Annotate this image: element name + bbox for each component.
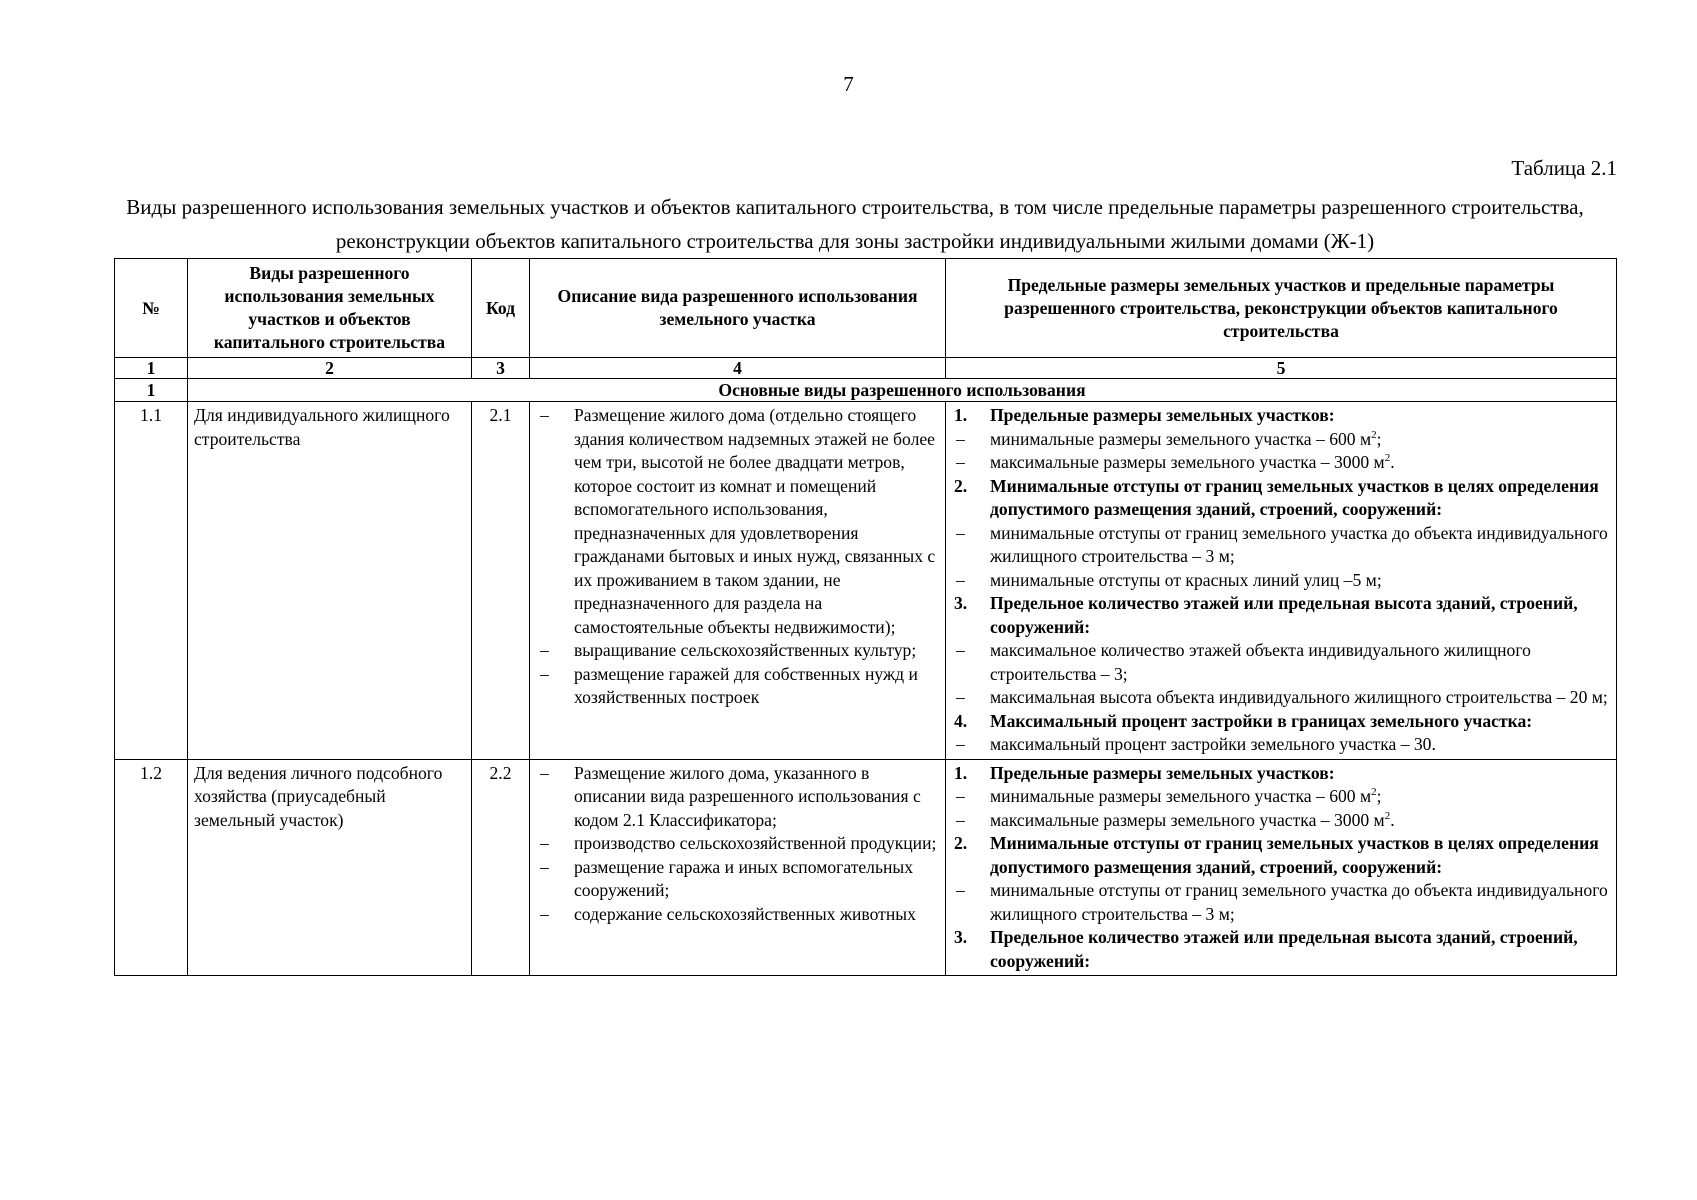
param-text: максимальные размеры земельного участка – 3000 м bbox=[990, 452, 1385, 472]
page-number: 7 bbox=[843, 72, 854, 96]
param-text: минимальные размеры земельного участка – 600 м bbox=[990, 786, 1372, 806]
param-heading bbox=[952, 832, 1610, 879]
param-text: максимальные размеры земельного участка – 3000 м bbox=[990, 809, 1385, 830]
row-type: Для ведения личного подсобного хозяйства (приусадебный земельный участок) bbox=[188, 759, 472, 976]
param-heading-number: 1. bbox=[954, 762, 968, 783]
param-sup: 2 bbox=[1384, 452, 1391, 465]
param-item: – максимальный процент застройки земельного участка – 30. bbox=[952, 733, 1610, 757]
row-description bbox=[530, 759, 946, 976]
param-item: – минимальные отступы от красных линий улиц –5 м; bbox=[952, 569, 1610, 593]
param-text: минимальные размеры земельного участка – 600 м bbox=[990, 428, 1372, 449]
table-label: Таблица 2.1 bbox=[1511, 156, 1617, 180]
row-number: 1.1 bbox=[115, 402, 188, 760]
param-item: – минимальные отступы от границ земельного участка до объекта индивидуального жилищного строительства – 3 м; bbox=[952, 522, 1610, 569]
row-number: 1.2 bbox=[115, 759, 188, 976]
param-item: – минимальные отступы от границ земельного участка до объекта индивидуального жилищного строительства – 3 м; bbox=[952, 879, 1610, 926]
param-heading-text: Максимальный процент застройки в границах земельного участка: bbox=[990, 710, 1533, 731]
column-number: 5 bbox=[946, 358, 1617, 379]
row-params bbox=[946, 759, 1617, 976]
header-type: Виды разрешенного использования земельных участков и объектов капитального строительства bbox=[188, 259, 472, 358]
param-sup: 2 bbox=[1384, 809, 1391, 822]
param-heading-number: 4. bbox=[954, 710, 968, 731]
column-number: 1 bbox=[115, 358, 188, 379]
header-no: № bbox=[115, 259, 188, 358]
param-end: ; bbox=[1376, 786, 1382, 806]
description-item: – производство сельскохозяйственной продукции; bbox=[536, 832, 939, 856]
table-row bbox=[115, 759, 1617, 976]
param-heading bbox=[952, 762, 1610, 786]
section-title: Основные виды разрешенного использования bbox=[188, 379, 1617, 402]
param-heading-number: 1. bbox=[954, 405, 968, 425]
param-item: – максимальное количество этажей объекта индивидуального жилищного строительства – 3; bbox=[952, 639, 1610, 686]
param-heading-text: Предельное количество этажей или предельная высота зданий, строений, сооружений: bbox=[990, 927, 1578, 971]
param-heading bbox=[952, 475, 1610, 522]
row-description bbox=[530, 402, 946, 760]
param-heading-number: 2. bbox=[954, 475, 968, 496]
param-heading bbox=[952, 710, 1610, 734]
header-code: Код bbox=[472, 259, 530, 358]
param-end: ; bbox=[1376, 428, 1382, 449]
section-row bbox=[115, 379, 1617, 402]
param-end: . bbox=[1390, 809, 1395, 830]
table-row bbox=[115, 402, 1617, 760]
column-number: 2 bbox=[188, 358, 472, 379]
row-params bbox=[946, 402, 1617, 760]
param-heading-text: Минимальные отступы от границ земельных участков в целях определения допустимого размещения зданий, строений, сооружений: bbox=[990, 833, 1599, 877]
param-sup: 2 bbox=[1371, 428, 1377, 441]
header-description: Описание вида разрешенного использования земельного участка bbox=[530, 259, 946, 358]
param-sup: 2 bbox=[1371, 786, 1377, 799]
param-item bbox=[952, 809, 1610, 833]
param-end: . bbox=[1390, 452, 1395, 472]
param-item bbox=[952, 451, 1610, 475]
description-item: – содержание сельскохозяйственных животных bbox=[536, 903, 939, 927]
param-heading-text: Минимальные отступы от границ земельных участков в целях определения допустимого размещения зданий, строений, сооружений: bbox=[990, 475, 1599, 519]
row-code: 2.2 bbox=[472, 759, 530, 976]
param-heading-text: Предельные размеры земельных участков: bbox=[990, 405, 1335, 425]
header-row bbox=[115, 259, 1617, 358]
section-number: 1 bbox=[115, 379, 188, 402]
param-item bbox=[952, 428, 1610, 452]
param-heading-text: Предельные размеры земельных участков: bbox=[990, 762, 1335, 783]
description-item: – размещение гаража и иных вспомогательных сооружений; bbox=[536, 856, 939, 903]
row-type: Для индивидуального жилищного строительства bbox=[188, 402, 472, 760]
param-heading-number: 3. bbox=[954, 593, 968, 613]
land-use-table bbox=[114, 258, 1617, 976]
param-item: – максимальная высота объекта индивидуального жилищного строительства – 20 м; bbox=[952, 686, 1610, 710]
row-code: 2.1 bbox=[472, 402, 530, 760]
column-number: 4 bbox=[530, 358, 946, 379]
column-number: 3 bbox=[472, 358, 530, 379]
param-heading-number: 3. bbox=[954, 927, 968, 947]
table-title: Виды разрешенного использования земельных участков и объектов капитального строительства, в том числе предельные параметры разрешенного строительства, реконструкции объектов капитального строительства для зоны застройки индивидуальными жилыми домами (Ж-1) bbox=[126, 195, 1584, 253]
param-heading bbox=[952, 592, 1610, 639]
param-heading bbox=[952, 404, 1610, 428]
param-item bbox=[952, 785, 1610, 809]
header-params: Предельные размеры земельных участков и предельные параметры разрешенного строительства, реконструкции объектов капитального строительства bbox=[946, 259, 1617, 358]
description-item: – Размещение жилого дома (отдельно стоящего здания количеством надземных этажей не более чем три, высотой не более двадцати метров, которое состоит из комнат и помещений вспомогательного использования, предназначенных для удовлетворения гражданами бытовых и иных нужд, связанных с их проживанием в таком здании, не предназначенного для раздела на самостоятельные объекты недвижимости); bbox=[536, 404, 939, 639]
param-heading-text: Предельное количество этажей или предельная высота зданий, строений, сооружений: bbox=[990, 593, 1578, 637]
description-item: – выращивание сельскохозяйственных культур; bbox=[536, 639, 939, 663]
description-item: – размещение гаражей для собственных нужд и хозяйственных построек bbox=[536, 663, 939, 710]
description-item: – Размещение жилого дома, указанного в описании вида разрешенного использования с кодом 2.1 Классификатора; bbox=[536, 762, 939, 833]
column-numbers-row bbox=[115, 358, 1617, 379]
param-heading-number: 2. bbox=[954, 833, 968, 853]
param-heading bbox=[952, 926, 1610, 973]
